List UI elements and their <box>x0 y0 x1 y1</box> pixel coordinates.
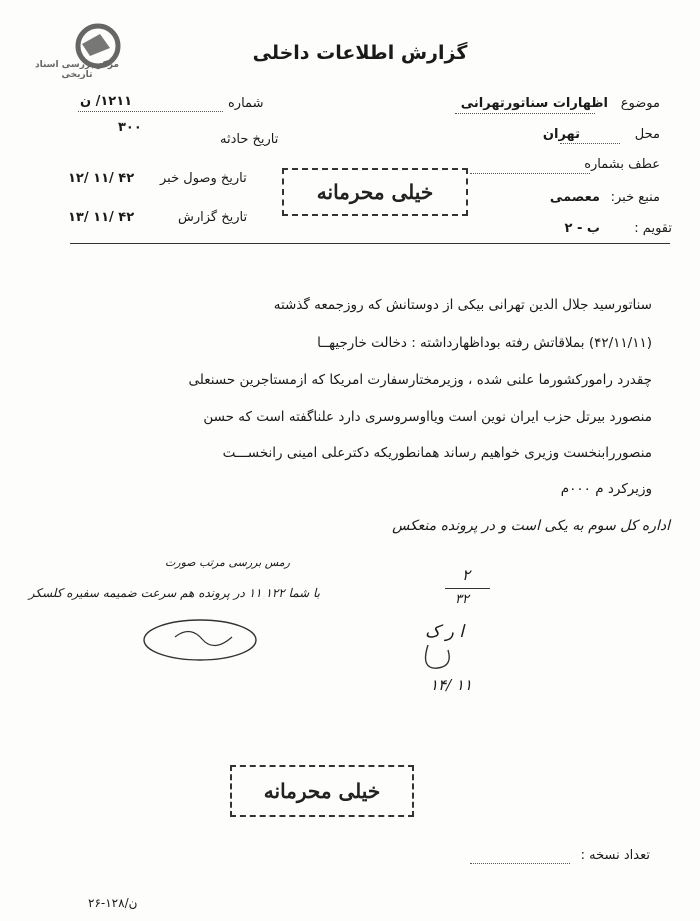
receive-date-value: ۱۲/ ۱۱/ ۴۲ <box>68 171 135 186</box>
subject-value: اظهارات سناتورتهرانی <box>460 96 608 111</box>
subject-dotline <box>455 113 595 114</box>
signature-oval-icon <box>140 615 260 665</box>
page-title: گزارش اطلاعات داخلی <box>252 42 468 64</box>
handwritten-note-1: اداره کل سوم به یکی است و در پرونده منعکس <box>392 518 670 534</box>
fraction-bottom: ۳۲ <box>455 592 469 607</box>
handwritten-note-3: با شما ۱۲۲ ۱۱ در پرونده هم سرعت ضمیمه سفیره کلسکر <box>28 586 320 600</box>
side-date: ۱۴/ ۱۱ <box>430 676 473 694</box>
number-value: ۱۲۱۱/ ن <box>80 94 133 109</box>
number-dotline <box>78 111 223 112</box>
fraction-top: ۲ <box>462 566 471 584</box>
calendar-value: ب - ۲ <box>564 221 600 236</box>
document-code: ن/۱۲۸-۲۶ <box>88 896 138 910</box>
body-line-2: (۴۲/۱۱/۱۱) بملاقاتش رفته بوداظهارداشته : دخالت خارجیهــا <box>317 335 652 351</box>
body-line-3: چقدرد رامورکشورما علنی شده ، وزیرمختارسفارت امریکا که ازمستاجرین حسنعلی <box>188 372 652 388</box>
initials-scribble-icon <box>418 640 468 680</box>
incident-date-value: ۳۰۰ <box>118 120 142 135</box>
classification-stamp-bottom: خیلی محرمانه <box>230 765 414 817</box>
classification-stamp: خیلی محرمانه <box>282 168 468 216</box>
incident-date-label: تاریخ حادثه <box>220 132 279 147</box>
place-value: تهران <box>542 127 580 142</box>
copies-label: تعداد نسخه : <box>580 848 650 863</box>
side-note: ا ر ک <box>425 622 464 642</box>
place-label: محل <box>634 127 660 142</box>
copies-dotline <box>470 863 570 864</box>
followup-label: عطف بشماره <box>584 157 660 172</box>
body-line-4: منصورد بیرتل حزب ایران نوین است ویااوسروسری دارد علناگفته است که حسن <box>203 409 652 425</box>
report-date-value: ۱۳/ ۱۱/ ۴۲ <box>68 210 135 225</box>
handwritten-note-2: رمس بررسی مرتب صورت <box>164 556 290 569</box>
fraction-bar <box>445 588 490 589</box>
archive-logo-text: مرکز بررسی اسناد تاریخی <box>35 60 119 80</box>
calendar-label: تقویم : <box>634 221 672 236</box>
place-dotline <box>560 143 620 144</box>
report-date-label: تاریخ گزارش <box>178 210 248 225</box>
body-line-1: سناتورسید جلال الدین تهرانی بیکی از دوستانش که روزجمعه گذشته <box>273 297 652 313</box>
source-label: منبع خبر: <box>610 190 660 205</box>
body-line-5: منصوررابنخست وزیری خواهیم رساند همانطوریکه دکترعلی امینی رانخســـت <box>222 445 652 461</box>
number-label: شماره <box>228 96 264 111</box>
header-divider <box>70 243 670 244</box>
followup-dotline <box>470 173 590 174</box>
source-value: معصمی <box>549 190 600 205</box>
subject-label: موضوع <box>620 96 660 111</box>
receive-date-label: تاریخ وصول خبر <box>160 171 247 186</box>
body-line-6: وزیرکرد م ٠٠٠م <box>560 481 652 497</box>
